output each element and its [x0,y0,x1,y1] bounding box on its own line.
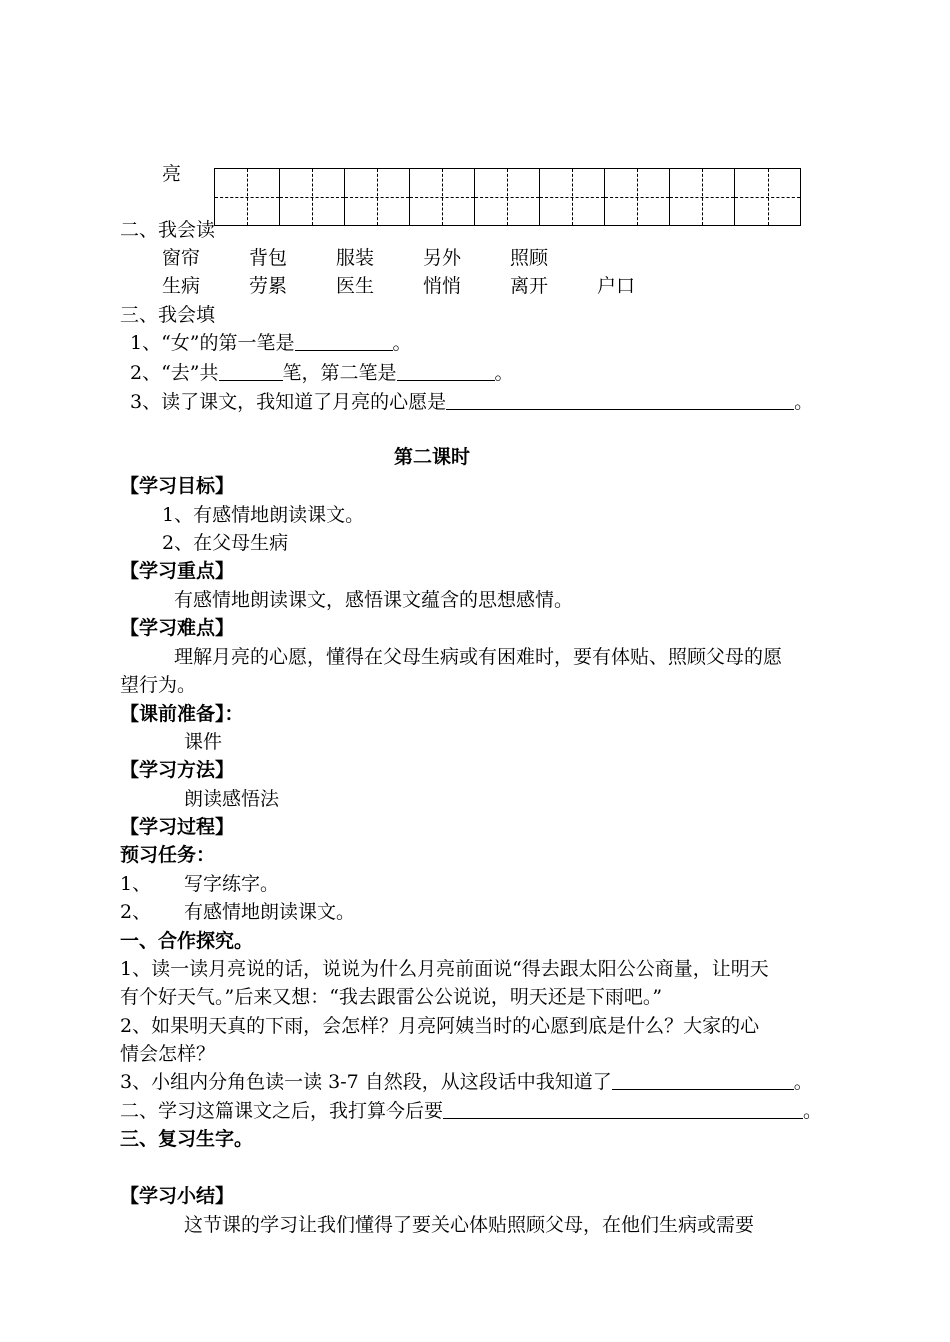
method-heading: 【学习方法】 [120,759,235,781]
grid-cell [735,169,800,225]
cooperation-heading: 一、合作探究。 [120,930,254,952]
grid-character: 亮 [162,163,182,185]
key-text: 有感情地朗读课文，感悟课文蕴含的思想感情。 [174,589,574,611]
preview-heading: 预习任务： [120,844,216,866]
read-words-row-2 [162,272,684,300]
goal-item-1: 1、有感情地朗读课文。 [162,504,365,526]
word: 劳累 [249,275,288,297]
grid-cell [670,169,735,225]
word: 背包 [249,247,288,269]
fill-question-2: 2、“去”共 笔，第二笔是 。 [130,362,514,384]
word: 医生 [336,275,375,297]
answer-blank[interactable] [219,360,283,381]
word: 悄悄 [423,275,462,297]
section-fill-title: 三、我会填 [120,304,216,326]
lesson-title: 第二课时 [394,446,471,468]
cooperation-item-1-line-1: 1、读一读月亮说的话，说说为什么月亮前面说“得去跟太阳公公商量，让明天 [120,958,769,980]
answer-blank[interactable] [612,1069,794,1090]
difficulty-text-line-1: 理解月亮的心愿，懂得在父母生病或有困难时，要有体贴、照顾父母的愿 [174,646,783,668]
grid-cell [410,169,475,225]
grid-cell [215,169,280,225]
grid-cell [605,169,670,225]
method-text: 朗读感悟法 [184,788,280,810]
process-heading: 【学习过程】 [120,816,235,838]
cooperation-item-3: 3、小组内分角色读一读 3-7 自然段，从这段话中我知道了 。 [120,1071,813,1093]
plan-line: 二、学习这篇课文之后，我打算今后要 。 [120,1100,823,1122]
difficulty-text-line-2: 望行为。 [120,674,197,696]
prep-text: 课件 [184,731,223,753]
preview-item-2: 2、 有感情地朗读课文。 [120,901,356,923]
goal-item-2: 2、在父母生病 [162,532,289,554]
answer-blank[interactable] [446,389,794,410]
cooperation-item-2-line-2: 情会怎样？ [120,1043,216,1065]
grid-cell [540,169,605,225]
review-heading: 三、复习生字。 [120,1128,254,1150]
word: 服装 [336,247,375,269]
grid-cell [475,169,540,225]
section-read-title: 二、我会读 [120,219,216,241]
word: 另外 [423,247,462,269]
word: 生病 [162,275,201,297]
word: 户口 [597,275,636,297]
prep-heading: 【课前准备】： [120,703,244,725]
word: 窗帘 [162,247,201,269]
key-heading: 【学习重点】 [120,560,235,582]
answer-blank[interactable] [443,1098,803,1119]
answer-blank[interactable] [397,360,495,381]
word: 离开 [510,275,549,297]
difficulty-heading: 【学习难点】 [120,617,235,639]
preview-item-1: 1、 写字练字。 [120,873,280,895]
word: 照顾 [510,247,549,269]
summary-heading: 【学习小结】 [120,1185,235,1207]
writing-grid [214,168,801,226]
fill-question-3: 3、读了课文，我知道了月亮的心愿是 。 [130,391,814,413]
answer-blank[interactable] [295,330,393,351]
goal-heading: 【学习目标】 [120,475,235,497]
cooperation-item-2-line-1: 2、如果明天真的下雨，会怎样？月亮阿姨当时的心愿到底是什么？大家的心 [120,1015,760,1037]
summary-text: 这节课的学习让我们懂得了要关心体贴照顾父母，在他们生病或需要 [184,1214,755,1236]
grid-cell [345,169,410,225]
fill-question-1: 1、“女”的第一笔是 。 [130,332,412,354]
grid-cell [280,169,345,225]
read-words-row-1 [162,244,597,272]
cooperation-item-1-line-2: 有个好天气。”后来又想：“我去跟雷公公说说，明天还是下雨吧。” [120,986,663,1008]
